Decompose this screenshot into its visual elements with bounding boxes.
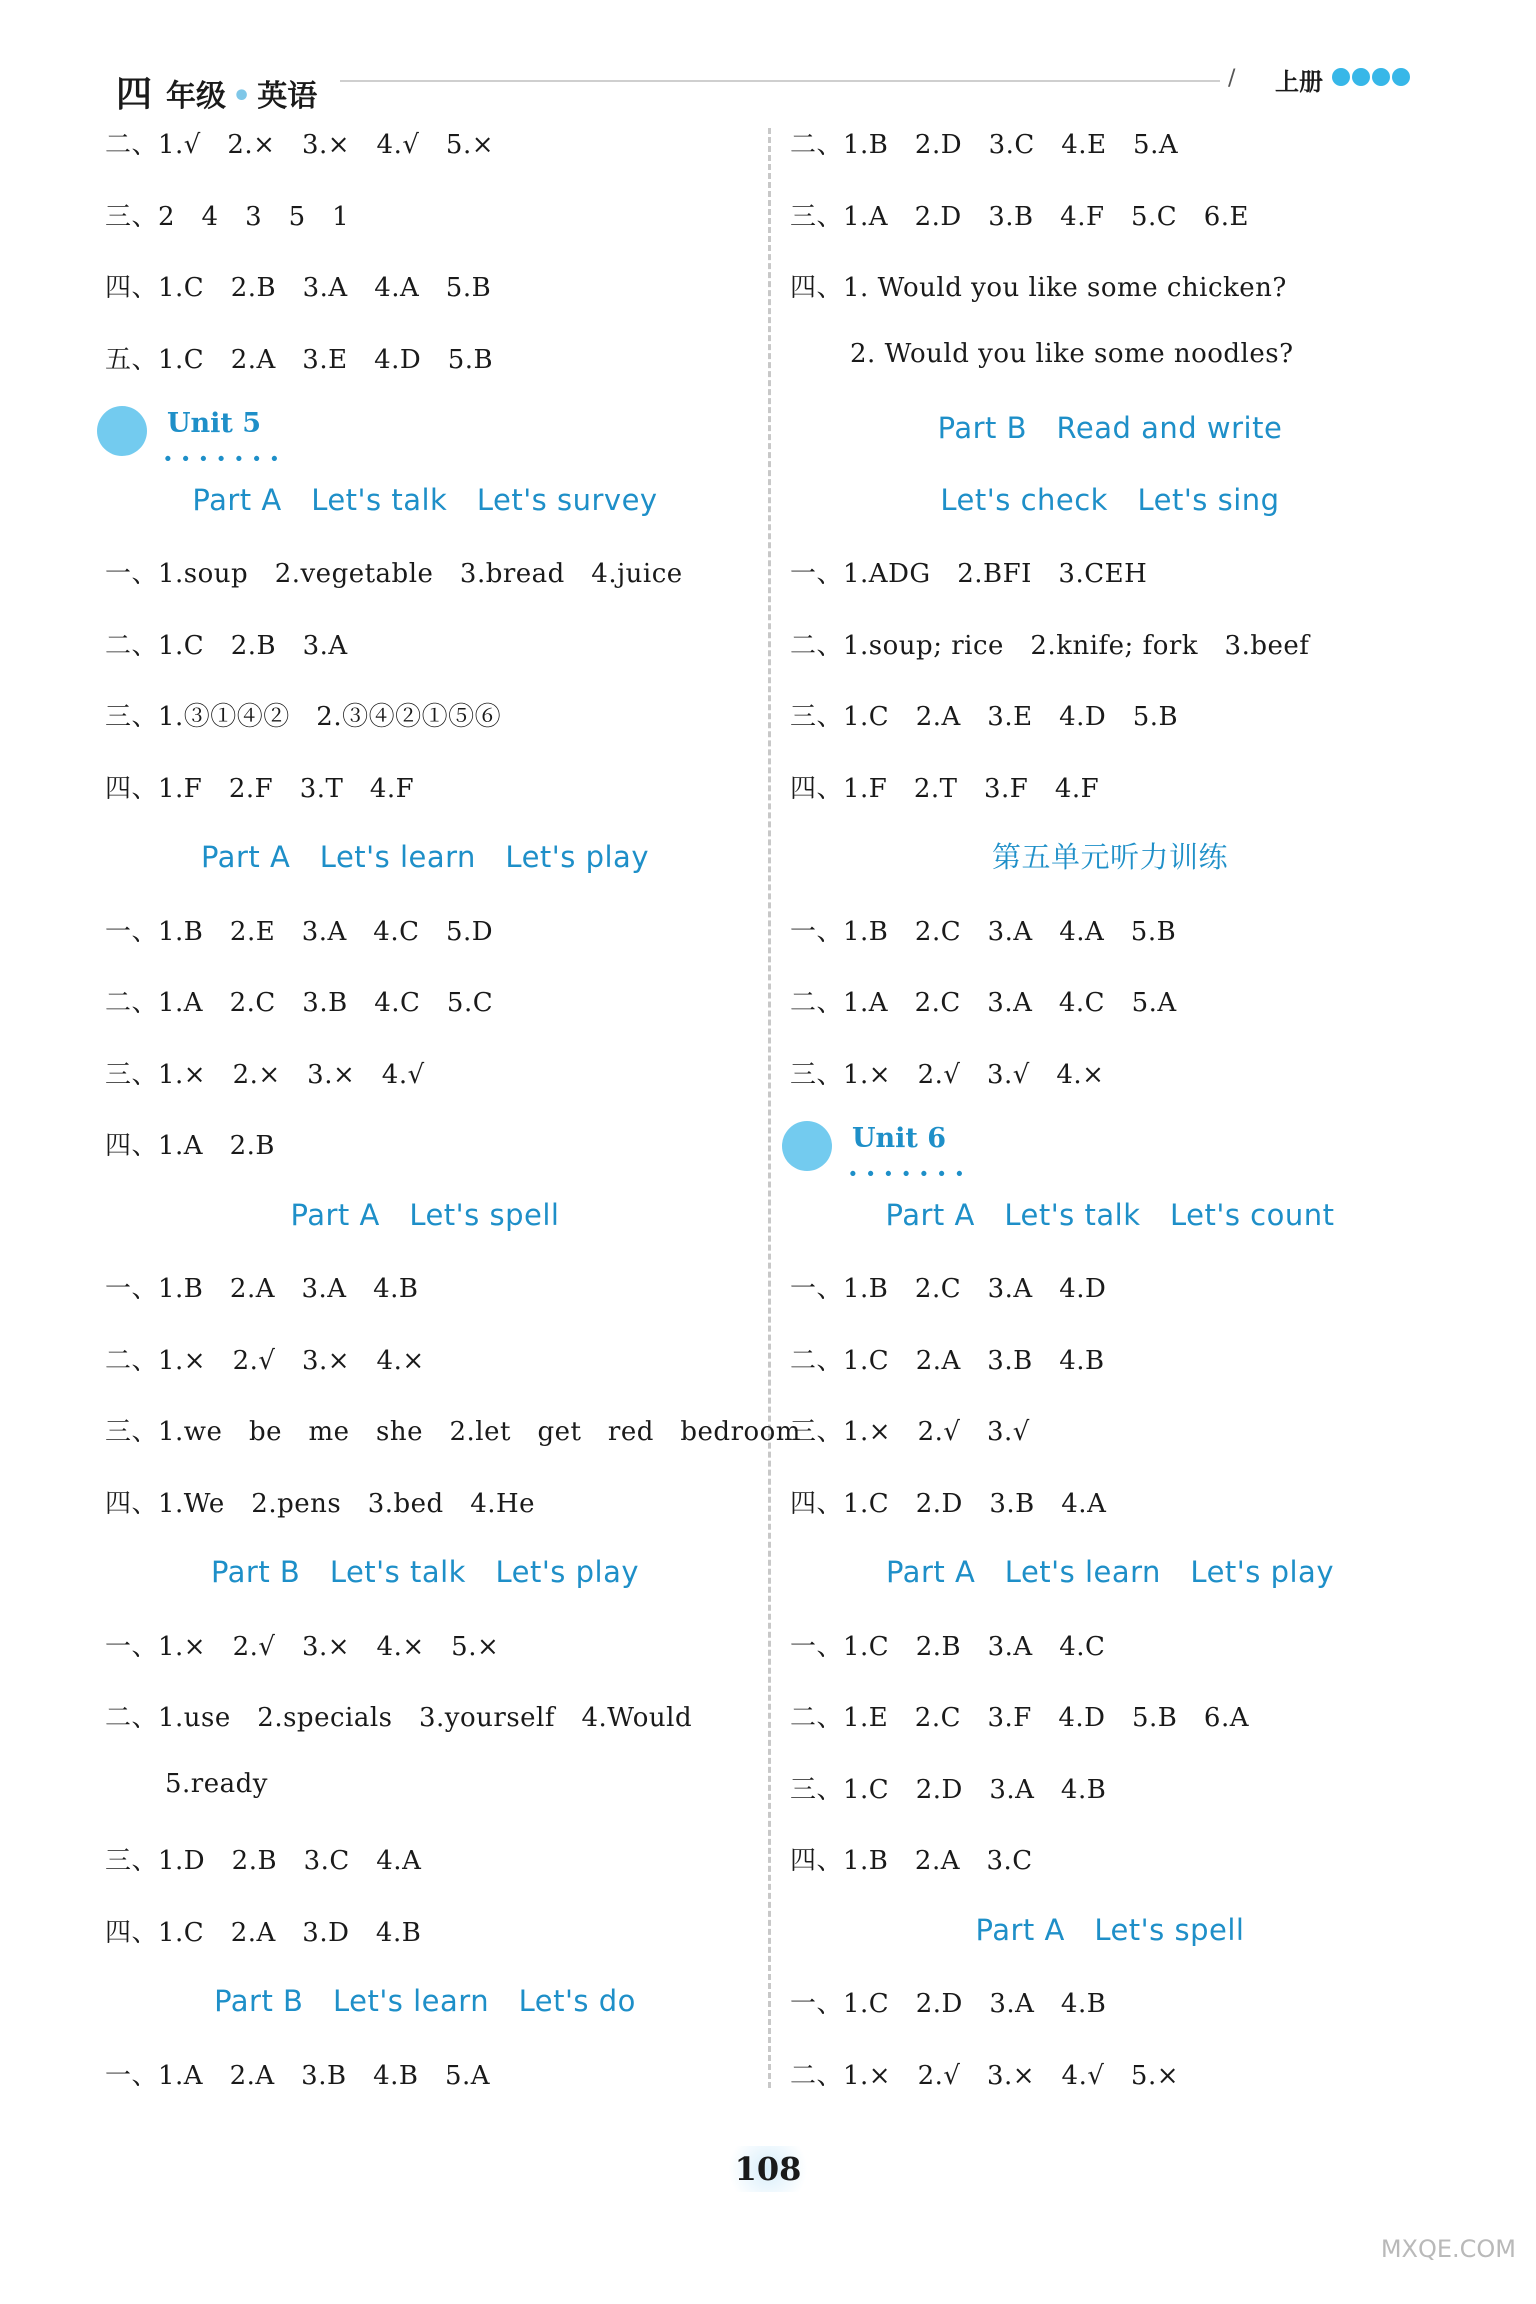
answer-line: 三、1.× 2.× 3.× 4.√ <box>105 1059 425 1090</box>
watermark: MXQE.COM <box>1380 2235 1516 2263</box>
answer-row <box>105 1254 745 1326</box>
unit-dots-icon: ······· <box>848 1157 973 1190</box>
answer-row <box>105 396 745 475</box>
header-rule <box>340 80 1220 82</box>
answer-row <box>790 897 1430 969</box>
answer-line: 三、1.we be me she 2.let get red bedroom <box>105 1417 801 1447</box>
answer-row <box>790 968 1430 1040</box>
grade-word: 年级 <box>166 79 227 114</box>
answer-line: 四、1.F 2.F 3.T 4.F <box>105 773 415 804</box>
answer-line: 一、1.B 2.C 3.A 4.D <box>790 1274 1107 1304</box>
answer-line: 五、1.C 2.A 3.E 4.D 5.B <box>105 344 494 375</box>
answer-row <box>790 1040 1430 1112</box>
unit-bubble-icon <box>97 406 147 456</box>
page-number: 108 <box>0 2150 1536 2188</box>
answer-line: 二、1.A 2.C 3.A 4.C 5.A <box>790 988 1177 1018</box>
answer-line: 一、1.B 2.C 3.A 4.A 5.B <box>790 916 1177 947</box>
answer-row <box>105 1683 745 1755</box>
answer-row <box>790 110 1430 182</box>
answer-line: 四、1.C 2.D 3.B 4.A <box>790 1488 1107 1519</box>
answer-line: 四、1.C 2.B 3.A 4.A 5.B <box>105 273 492 303</box>
section-heading: Let's check Let's sing <box>940 482 1280 517</box>
answer-row <box>790 1254 1430 1326</box>
answer-row <box>790 825 1430 897</box>
answer-line: 二、1.√ 2.× 3.× 4.√ 5.× <box>105 130 495 160</box>
section-heading: Part A Let's learn Let's play <box>201 840 649 874</box>
unit-title: Unit 6 <box>852 1123 947 1154</box>
answer-row <box>790 2041 1430 2113</box>
answer-row <box>105 968 745 1040</box>
answer-row <box>105 1898 745 1970</box>
answer-row <box>790 1826 1430 1898</box>
answer-line: 三、1.③①④② 2.③④②①⑤⑥ <box>105 702 502 732</box>
answer-row <box>790 1612 1430 1684</box>
answer-row <box>790 682 1430 754</box>
answer-row <box>790 1683 1430 1755</box>
section-heading: Part A Let's talk Let's count <box>885 1197 1335 1232</box>
answer-row <box>790 1326 1430 1398</box>
answer-row <box>790 1397 1430 1469</box>
answer-line: 四、1.A 2.B <box>105 1131 275 1161</box>
answer-line: 二、1.C 2.A 3.B 4.B <box>790 1345 1105 1376</box>
answer-line: 一、1.A 2.A 3.B 4.B 5.A <box>105 2060 491 2091</box>
answer-line: 三、1.× 2.√ 3.√ <box>790 1417 1030 1447</box>
answer-row <box>105 110 745 182</box>
answer-row <box>105 325 745 397</box>
answer-row <box>105 2041 745 2113</box>
answer-line: 一、1.× 2.√ 3.× 4.× 5.× <box>105 1631 500 1662</box>
answer-row <box>790 325 1430 397</box>
answer-row <box>105 897 745 969</box>
answer-row <box>105 682 745 754</box>
answer-line: 一、1.B 2.A 3.A 4.B <box>105 1274 419 1304</box>
answer-row <box>790 1755 1430 1827</box>
answer-row <box>790 468 1430 540</box>
answer-row <box>790 1469 1430 1541</box>
answer-line: 一、1.soup 2.vegetable 3.bread 4.juice <box>105 559 683 589</box>
answer-row <box>105 1540 745 1612</box>
answer-line: 一、1.ADG 2.BFI 3.CEH <box>790 559 1148 589</box>
answer-row <box>105 1826 745 1898</box>
answer-line: 三、2 4 3 5 1 <box>105 201 350 232</box>
answer-row <box>790 253 1430 325</box>
answer-row <box>790 1183 1430 1255</box>
answer-line: 二、1.use 2.specials 3.yourself 4.Would <box>105 1703 693 1733</box>
answer-row <box>790 1540 1430 1612</box>
unit-heading <box>105 402 405 475</box>
answer-line: 二、1.B 2.D 3.C 4.E 5.A <box>790 130 1179 160</box>
answer-line: 二、1.× 2.√ 3.× 4.× <box>105 1345 425 1376</box>
unit-bubble-icon <box>782 1121 832 1171</box>
section-heading: Part A Let's talk Let's survey <box>192 482 658 517</box>
answer-line: 二、1.soup; rice 2.knife; fork 3.beef <box>790 630 1310 661</box>
answer-row <box>790 1898 1430 1970</box>
answer-line: 二、1.× 2.√ 3.× 4.√ 5.× <box>790 2060 1180 2091</box>
answer-row <box>790 1969 1430 2041</box>
answer-line: 2. Would you like some noodles? <box>850 338 1294 369</box>
answer-line: 5.ready <box>165 1768 268 1799</box>
answer-row <box>105 1183 745 1255</box>
answer-row <box>105 468 745 540</box>
answer-line: 一、1.C 2.B 3.A 4.C <box>790 1631 1106 1662</box>
answer-row <box>105 1612 745 1684</box>
answer-row <box>105 253 745 325</box>
header-decoration-icon <box>1332 68 1410 86</box>
answer-line: 三、1.× 2.√ 3.√ 4.× <box>790 1059 1105 1090</box>
answer-row <box>105 1040 745 1112</box>
section-heading: Part A Let's spell <box>975 1912 1245 1947</box>
answer-row <box>105 182 745 254</box>
answer-row <box>790 611 1430 683</box>
answer-line: 四、1.C 2.A 3.D 4.B <box>105 1917 422 1948</box>
right-column <box>790 110 1430 2112</box>
page-header <box>110 60 1430 115</box>
answer-row <box>105 1755 745 1827</box>
answer-line: 四、1.F 2.T 3.F 4.F <box>790 773 1100 804</box>
answer-line: 三、1.C 2.D 3.A 4.B <box>790 1774 1107 1805</box>
section-heading: Part B Let's talk Let's play <box>210 1555 640 1589</box>
answer-row <box>105 1969 745 2041</box>
answer-row <box>105 825 745 897</box>
answer-row <box>105 1469 745 1541</box>
answer-line: 二、1.C 2.B 3.A <box>105 630 348 661</box>
answer-row <box>790 754 1430 826</box>
answer-line: 一、1.C 2.D 3.A 4.B <box>790 1989 1107 2019</box>
answer-row <box>105 539 745 611</box>
section-heading: Part A Let's spell <box>290 1197 560 1232</box>
answer-line: 四、1.We 2.pens 3.bed 4.He <box>105 1488 536 1519</box>
answer-row <box>790 182 1430 254</box>
answer-line: 四、1.B 2.A 3.C <box>790 1846 1033 1876</box>
unit-title: Unit 5 <box>167 408 262 439</box>
answer-row <box>105 611 745 683</box>
section-heading: 第五单元听力训练 <box>991 840 1228 874</box>
answer-row <box>105 1111 745 1183</box>
unit-heading <box>790 1117 1090 1190</box>
answer-line: 二、1.A 2.C 3.B 4.C 5.C <box>105 988 494 1018</box>
grade-subject-label: 四 年级 • 英语 <box>116 74 318 115</box>
unit-dots-icon: ······· <box>163 442 288 475</box>
volume-label: 上册 <box>1275 68 1323 96</box>
section-heading: Part A Let's learn Let's play <box>886 1555 1334 1589</box>
grade-number: 四 <box>116 74 153 115</box>
answer-row <box>105 1326 745 1398</box>
answer-line: 一、1.B 2.E 3.A 4.C 5.D <box>105 916 494 947</box>
answer-line: 二、1.E 2.C 3.F 4.D 5.B 6.A <box>790 1703 1249 1733</box>
answer-line: 三、1.A 2.D 3.B 4.F 5.C 6.E <box>790 201 1249 232</box>
answer-line: 四、1. Would you like some chicken? <box>790 273 1287 303</box>
answer-row <box>790 1111 1430 1190</box>
answer-line: 三、1.D 2.B 3.C 4.A <box>105 1846 422 1876</box>
section-heading: Part B Read and write <box>937 411 1283 445</box>
header-slash: / <box>1228 66 1236 91</box>
answer-row <box>790 396 1430 468</box>
subject: 英语 <box>257 79 318 114</box>
answer-row <box>105 1397 801 1469</box>
answer-line: 三、1.C 2.A 3.E 4.D 5.B <box>790 702 1179 732</box>
answer-row <box>105 754 745 826</box>
left-column <box>105 110 801 2112</box>
column-divider <box>768 128 771 2088</box>
answer-row <box>790 539 1430 611</box>
section-heading: Part B Let's learn Let's do <box>214 1984 636 2018</box>
